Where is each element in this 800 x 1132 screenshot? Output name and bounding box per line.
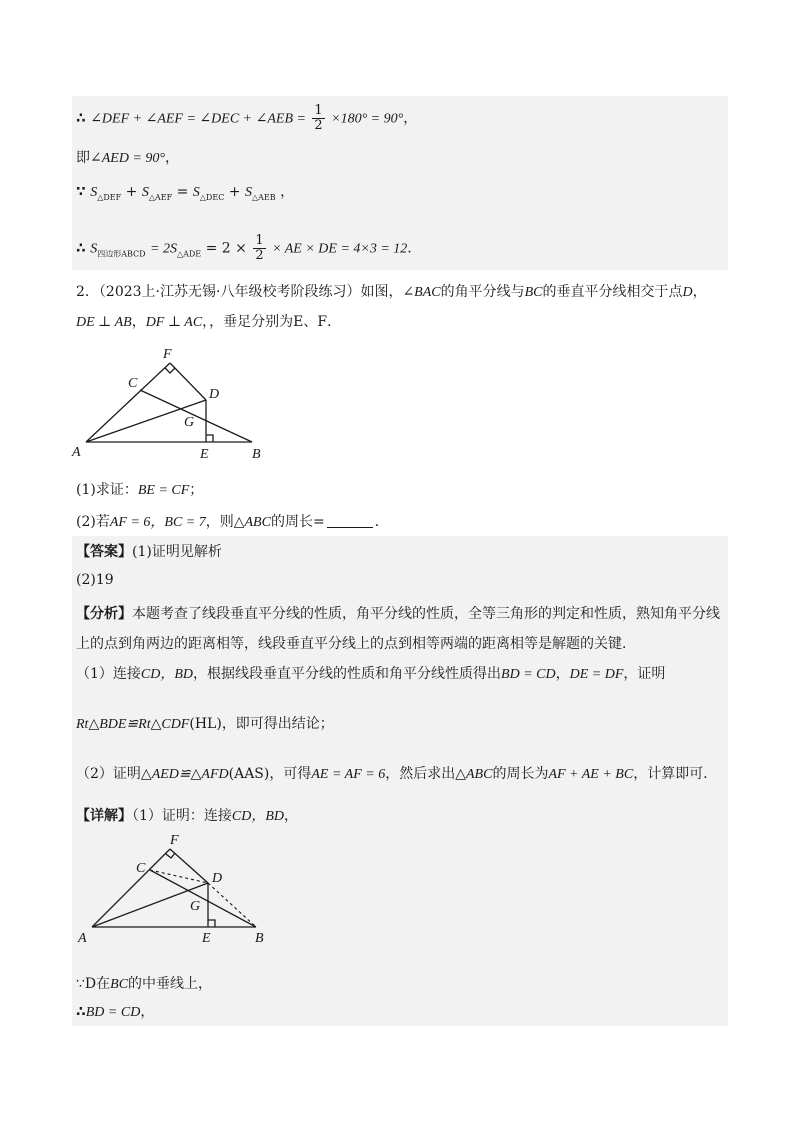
analysis-label: 【分析】 [76,606,132,622]
top-line-4: ∴ $S_{四边形ABCD} = 2S_{\triangle ADE} = 2$ × $\frac{1}{2}$ × AE × DE = 4×3 = 12． [76,233,422,263]
top-line-1-expr: ∠DEF + ∠AEF = ∠DEC + ∠AEB = [90,111,306,127]
label-A: A [72,445,81,460]
label-A-2: A [78,931,87,946]
label-D: D [209,387,220,402]
label-B: B [252,447,261,462]
problem-part-2: (2)若AF = 6，BC = 7，则△ABC的周长= ． [76,514,389,530]
problem-2-line-2: DE ⊥ AB，DF ⊥ AC，，垂足分别为E、F． [76,314,342,330]
top-line-3: ∵ $S_{\triangle DEF} + S_{\triangle AEF} = S_{\triangle DEC} + S_{\triangle AEB}$ ， [76,184,295,202]
fraction-half: $\frac{1}{2}$ [314,103,323,133]
triangle-figure-2 [72,830,282,950]
detail-line-1: 【详解】（1）证明：连接CD，BD， [76,808,299,824]
top-line-1: ∴ ∠DEF + ∠AEF = ∠DEC + ∠AEB = $\frac{1}{2}$ ×180° = 90°， [76,103,418,133]
analysis-step-1: （1）连接CD，BD，根据线段垂直平分线的性质和角平分线性质得出BD = CD，DE = DF，证明 [76,666,666,682]
fraction-half-2: $\frac{1}{2}$ [255,233,264,263]
triangle-figure-1 [64,340,284,470]
problem-2-line-1: 2．（2023上·江苏无锡·八年级校考阶段练习）如图，∠BAC的角平分线与BC的垂直平分线相交于点D， [76,284,707,300]
top-line-2: 即∠AED = 90°， [76,150,179,166]
analysis-line-2: 上的点到角两边的距离相等，线段垂直平分线上的点到相等两端的距离相等是解题的关键． [76,636,636,652]
label-F-2: F [170,833,179,848]
label-B-2: B [255,931,264,946]
answer-blank[interactable] [327,527,373,528]
label-F: F [163,347,172,362]
answer-label: 【答案】 [76,544,132,560]
label-E-2: E [202,931,211,946]
label-G: G [184,415,195,430]
label-C: C [128,376,138,391]
label-D-2: D [212,871,223,886]
answer-line-1: 【答案】(1)证明见解析 [76,544,222,560]
label-C-2: C [136,861,146,876]
analysis-line-1: 【分析】本题考查了线段垂直平分线的性质，角平分线的性质，全等三角形的判定和性质，熟知角平分线 [76,606,720,622]
detail-line-3: ∴BD = CD， [76,1004,155,1020]
detail-line-2: ∵D在BC的中垂线上， [76,976,213,992]
analysis-step-2: （2）证明△AED≌△AFD(AAS)，可得AE = AF = 6，然后求出△ABC的周长为AF + AE + BC，计算即可． [76,766,718,782]
answer-line-2: (2)19 [76,572,114,588]
analysis-step-1-cont: Rt△BDE≌Rt△CDF(HL)，即可得出结论； [76,716,334,732]
detail-label: 【详解】 [76,808,132,824]
problem-part-1: (1)求证：BE = CF； [76,482,204,498]
label-E: E [200,447,209,462]
label-G-2: G [190,899,201,914]
